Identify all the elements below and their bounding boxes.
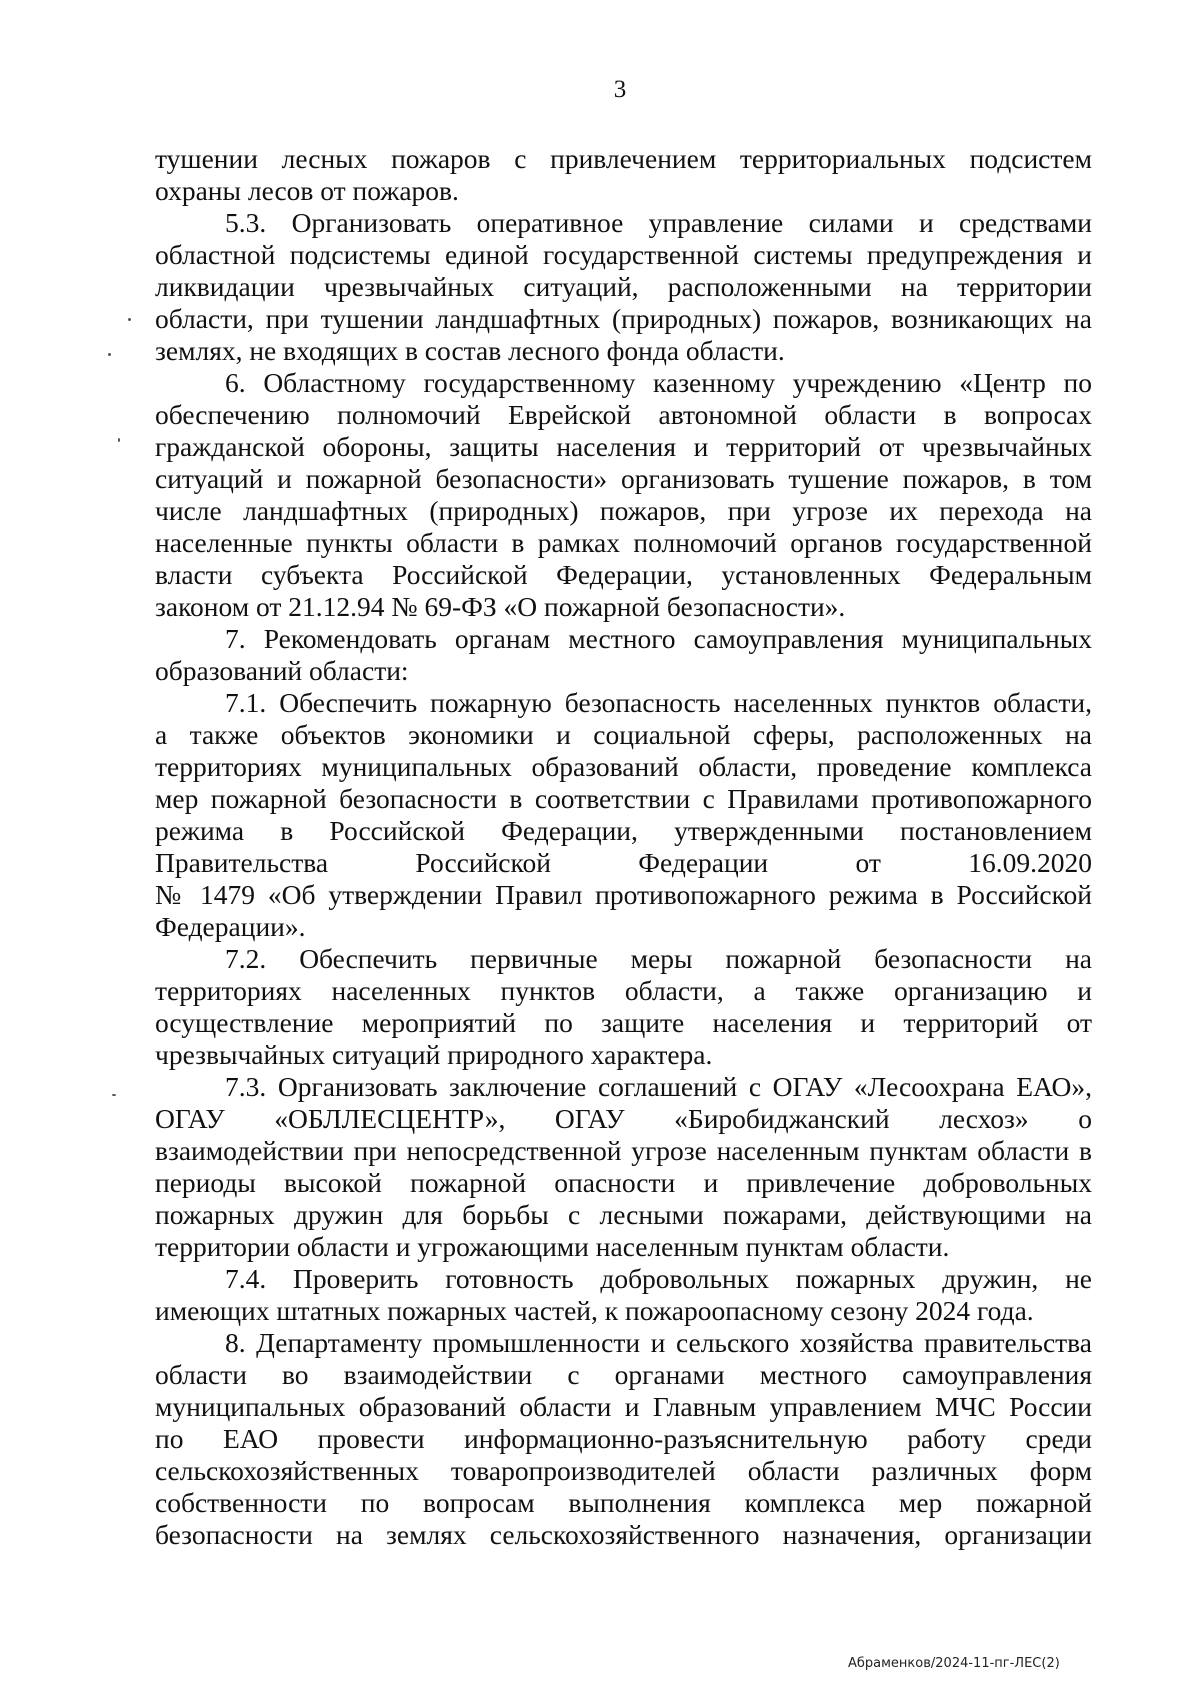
text-line: осуществление мероприятий по защите населения и территорий от [155, 1007, 1092, 1038]
text-line: законом от 21.12.94 № 69-ФЗ «О пожарной безопасности». [155, 591, 846, 622]
text-line: мер пожарной безопасности в соответствии с Правилами противопожарного [155, 783, 1092, 814]
text-line: по ЕАО провести информационно-разъяснительную работу среди [155, 1423, 1092, 1454]
text-line: ликвидации чрезвычайных ситуаций, расположенными на территории [155, 271, 1092, 302]
text-line: обеспечению полномочий Еврейской автономной области в вопросах [155, 399, 1092, 430]
text-line: чрезвычайных ситуаций природного характера. [155, 1039, 713, 1070]
text-line: взаимодействии при непосредственной угрозе населенным пунктам области в [155, 1135, 1092, 1166]
text-line: областной подсистемы единой государственной системы предупреждения и [155, 239, 1092, 270]
page-number: 3 [613, 76, 627, 103]
text-line: области, при тушении ландшафтных (природных) пожаров, возникающих на [155, 303, 1092, 334]
text-line: власти субъекта Российской Федерации, установленных Федеральным [155, 559, 1092, 590]
text-line: а также объектов экономики и социальной сферы, расположенных на [155, 719, 1092, 750]
paragraph-start-7-4: 7.4. Проверить готовность добровольных пожарных дружин, не [225, 1263, 1092, 1294]
paragraph-start-6: 6. Областному государственному казенному учреждению «Центр по [225, 367, 1092, 398]
text-line: имеющих штатных пожарных частей, к пожароопасному сезону 2024 года. [155, 1295, 1034, 1326]
scan-speck [128, 318, 131, 321]
paragraph-start-7-1: 7.1. Обеспечить пожарную безопасность населенных пунктов области, [225, 687, 1092, 718]
text-line: тушении лесных пожаров с привлечением территориальных подсистем [155, 143, 1092, 174]
document-body [155, 143, 1092, 1551]
text-line: населенные пункты области в рамках полномочий органов государственной [155, 527, 1092, 558]
text-line: ситуаций и пожарной безопасности» организовать тушение пожаров, в том [155, 463, 1092, 494]
text-line: территориях населенных пунктов области, а также организацию и [155, 975, 1092, 1006]
text-line: области во взаимодействии с органами местного самоуправления [155, 1359, 1092, 1390]
text-line: периоды высокой пожарной опасности и привлечение добровольных [155, 1167, 1092, 1198]
scan-speck [118, 438, 120, 442]
text-line: режима в Российской Федерации, утвержденными постановлением [155, 815, 1092, 846]
paragraph-start-8: 8. Департаменту промышленности и сельского хозяйства правительства [225, 1327, 1092, 1358]
text-line: Федерации». [155, 911, 306, 942]
text-line: ОГАУ «ОБЛЛЕСЦЕНТР», ОГАУ «Биробиджанский лесхоз» о [155, 1103, 1092, 1134]
paragraph-start-7-2: 7.2. Обеспечить первичные меры пожарной безопасности на [225, 943, 1092, 974]
scan-speck [108, 353, 111, 356]
text-line: безопасности на землях сельскохозяйственного назначения, организации [155, 1519, 1092, 1550]
text-line: Правительства Российской Федерации от 16.09.2020 [155, 847, 1092, 878]
text-line: гражданской обороны, защиты населения и территорий от чрезвычайных [155, 431, 1092, 462]
text-line: землях, не входящих в состав лесного фонда области. [155, 335, 785, 366]
text-line: территории области и угрожающими населенным пунктам области. [155, 1231, 950, 1262]
text-line: территориях муниципальных образований области, проведение комплекса [155, 751, 1092, 782]
document-footer-id: Абраменков/2024-11-пг-ЛЕС(2) [848, 1656, 1060, 1671]
text-line: образований области: [155, 655, 409, 686]
text-line: № 1479 «Об утверждении Правил противопожарного режима в Российской [155, 879, 1092, 910]
text-line: собственности по вопросам выполнения комплекса мер пожарной [155, 1487, 1092, 1518]
scan-speck [112, 1094, 116, 1096]
paragraph-start-7: 7. Рекомендовать органам местного самоуправления муниципальных [225, 623, 1092, 654]
text-line: пожарных дружин для борьбы с лесными пожарами, действующими на [155, 1199, 1092, 1230]
paragraph-start-7-3: 7.3. Организовать заключение соглашений с ОГАУ «Лесоохрана ЕАО», [225, 1071, 1092, 1102]
text-line: муниципальных образований области и Главным управлением МЧС России [155, 1391, 1092, 1422]
text-line: охраны лесов от пожаров. [155, 175, 459, 206]
paragraph-start-5-3: 5.3. Организовать оперативное управление силами и средствами [225, 207, 1092, 238]
text-line: сельскохозяйственных товаропроизводителей области различных форм [155, 1455, 1092, 1486]
text-line: числе ландшафтных (природных) пожаров, при угрозе их перехода на [155, 495, 1092, 526]
